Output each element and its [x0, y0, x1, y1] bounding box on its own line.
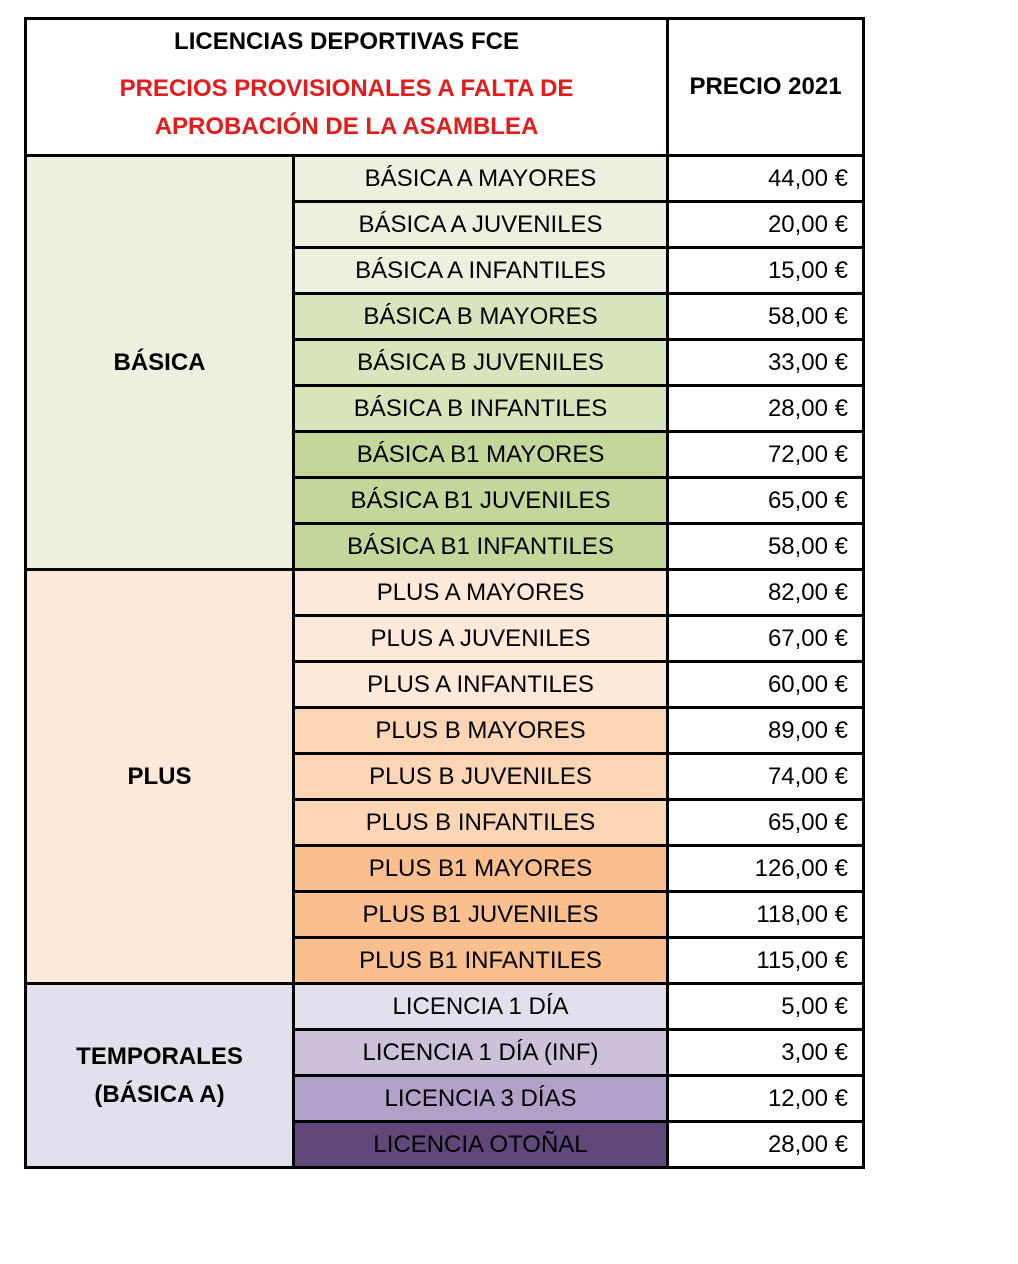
license-price-cell: 15,00 €: [668, 248, 864, 294]
license-name-cell: BÁSICA B INFANTILES: [294, 386, 668, 432]
table-row: [26, 570, 864, 616]
license-price-sheet: [24, 17, 862, 1245]
license-name-cell: PLUS B MAYORES: [294, 708, 668, 754]
license-price-cell: 3,00 €: [668, 1030, 864, 1076]
license-name-cell: PLUS A INFANTILES: [294, 662, 668, 708]
price-column-header: PRECIO 2021: [668, 19, 864, 156]
license-price-cell: 74,00 €: [668, 754, 864, 800]
group-label: BÁSICA: [113, 348, 206, 376]
group-label-cell: [26, 570, 294, 984]
license-name-cell: PLUS B JUVENILES: [294, 754, 668, 800]
license-name-cell: BÁSICA B1 INFANTILES: [294, 524, 668, 570]
license-name-cell: LICENCIA OTOÑAL: [294, 1122, 668, 1168]
sheet-title: LICENCIAS DEPORTIVAS FCE: [174, 28, 519, 55]
license-name-cell: LICENCIA 1 DÍA (INF): [294, 1030, 668, 1076]
license-price-cell: 82,00 €: [668, 570, 864, 616]
license-price-cell: 58,00 €: [668, 524, 864, 570]
license-price-cell: 126,00 €: [668, 846, 864, 892]
license-name-cell: PLUS B1 JUVENILES: [294, 892, 668, 938]
license-price-cell: 28,00 €: [668, 1122, 864, 1168]
group-label-cell: [26, 156, 294, 570]
license-price-cell: 5,00 €: [668, 984, 864, 1030]
license-price-cell: 115,00 €: [668, 938, 864, 984]
license-name-cell: BÁSICA A JUVENILES: [294, 202, 668, 248]
license-name-cell: BÁSICA A MAYORES: [294, 156, 668, 202]
license-name-cell: PLUS A MAYORES: [294, 570, 668, 616]
group-label: TEMPORALES: [76, 1042, 243, 1070]
license-price-cell: 118,00 €: [668, 892, 864, 938]
license-name-cell: BÁSICA B MAYORES: [294, 294, 668, 340]
license-name-cell: PLUS B1 MAYORES: [294, 846, 668, 892]
license-price-cell: 44,00 €: [668, 156, 864, 202]
table-row: [26, 984, 864, 1030]
license-price-cell: 72,00 €: [668, 432, 864, 478]
group-label-cell: [26, 984, 294, 1168]
license-name-cell: PLUS B1 INFANTILES: [294, 938, 668, 984]
license-name-cell: PLUS B INFANTILES: [294, 800, 668, 846]
license-price-cell: 65,00 €: [668, 478, 864, 524]
license-price-cell: 67,00 €: [668, 616, 864, 662]
license-name-cell: BÁSICA A INFANTILES: [294, 248, 668, 294]
provisional-notice-line1: PRECIOS PROVISIONALES A FALTA DE: [119, 75, 574, 102]
license-name-cell: LICENCIA 3 DÍAS: [294, 1076, 668, 1122]
license-price-cell: 20,00 €: [668, 202, 864, 248]
license-name-cell: BÁSICA B1 JUVENILES: [294, 478, 668, 524]
license-name-cell: LICENCIA 1 DÍA: [294, 984, 668, 1030]
header-row: [26, 19, 864, 156]
license-price-cell: 28,00 €: [668, 386, 864, 432]
license-price-cell: 33,00 €: [668, 340, 864, 386]
license-price-cell: 60,00 €: [668, 662, 864, 708]
license-price-cell: 58,00 €: [668, 294, 864, 340]
price-table: [24, 17, 865, 1169]
group-label: PLUS: [127, 762, 192, 790]
license-name-cell: PLUS A JUVENILES: [294, 616, 668, 662]
license-name-cell: BÁSICA B1 MAYORES: [294, 432, 668, 478]
license-price-cell: 12,00 €: [668, 1076, 864, 1122]
price-table-body: [26, 19, 864, 1168]
provisional-notice-line2: APROBACIÓN DE LA ASAMBLEA: [154, 113, 539, 140]
group-label-secondary: (BÁSICA A): [94, 1080, 225, 1108]
license-price-cell: 89,00 €: [668, 708, 864, 754]
header-title-cell: [26, 19, 668, 156]
license-price-cell: 65,00 €: [668, 800, 864, 846]
license-name-cell: BÁSICA B JUVENILES: [294, 340, 668, 386]
table-row: [26, 156, 864, 202]
